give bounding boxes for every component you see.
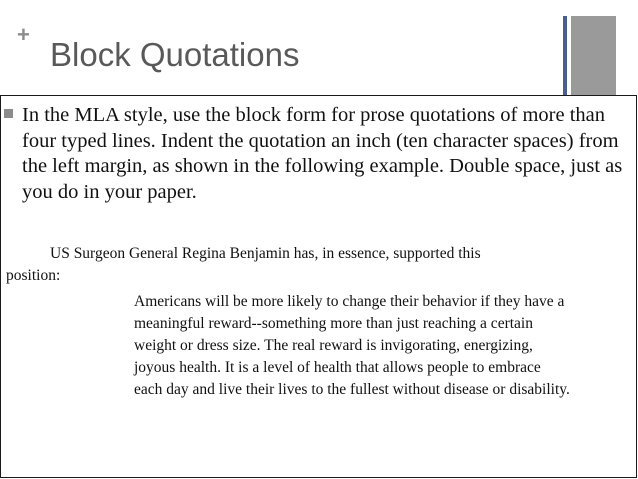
plus-icon: + xyxy=(17,22,30,47)
example-lead-line-2: position: xyxy=(6,267,61,284)
quote-line: joyous health. It is a level of health that allows people to embrace xyxy=(134,359,541,376)
quote-line: weight or dress size. The real reward is invigorating, energizing, xyxy=(134,337,533,354)
quote-line: Americans will be more likely to change their behavior if they have a xyxy=(134,293,565,310)
example-lead-in xyxy=(0,243,600,287)
block-quotation xyxy=(134,291,636,401)
slide-title: Block Quotations xyxy=(50,36,300,73)
accent-bar-thin xyxy=(563,16,567,96)
example-lead-line-1: US Surgeon General Regina Benjamin has, in essence, supported this xyxy=(50,245,481,262)
bullet-text: In the MLA style, use the block form for prose quotations of more than four typed lines. Indent the quotation an inch (ten character spaces) from the left margin, as shown in the following example. Double space, just as you do in your paper. xyxy=(22,104,623,203)
square-bullet-icon xyxy=(4,109,13,118)
quote-line: meaningful reward--something more than just reaching a certain xyxy=(134,315,533,332)
accent-bar-thick xyxy=(571,16,616,96)
quote-line: each day and live their lives to the fullest without disease or disability. xyxy=(134,381,570,398)
